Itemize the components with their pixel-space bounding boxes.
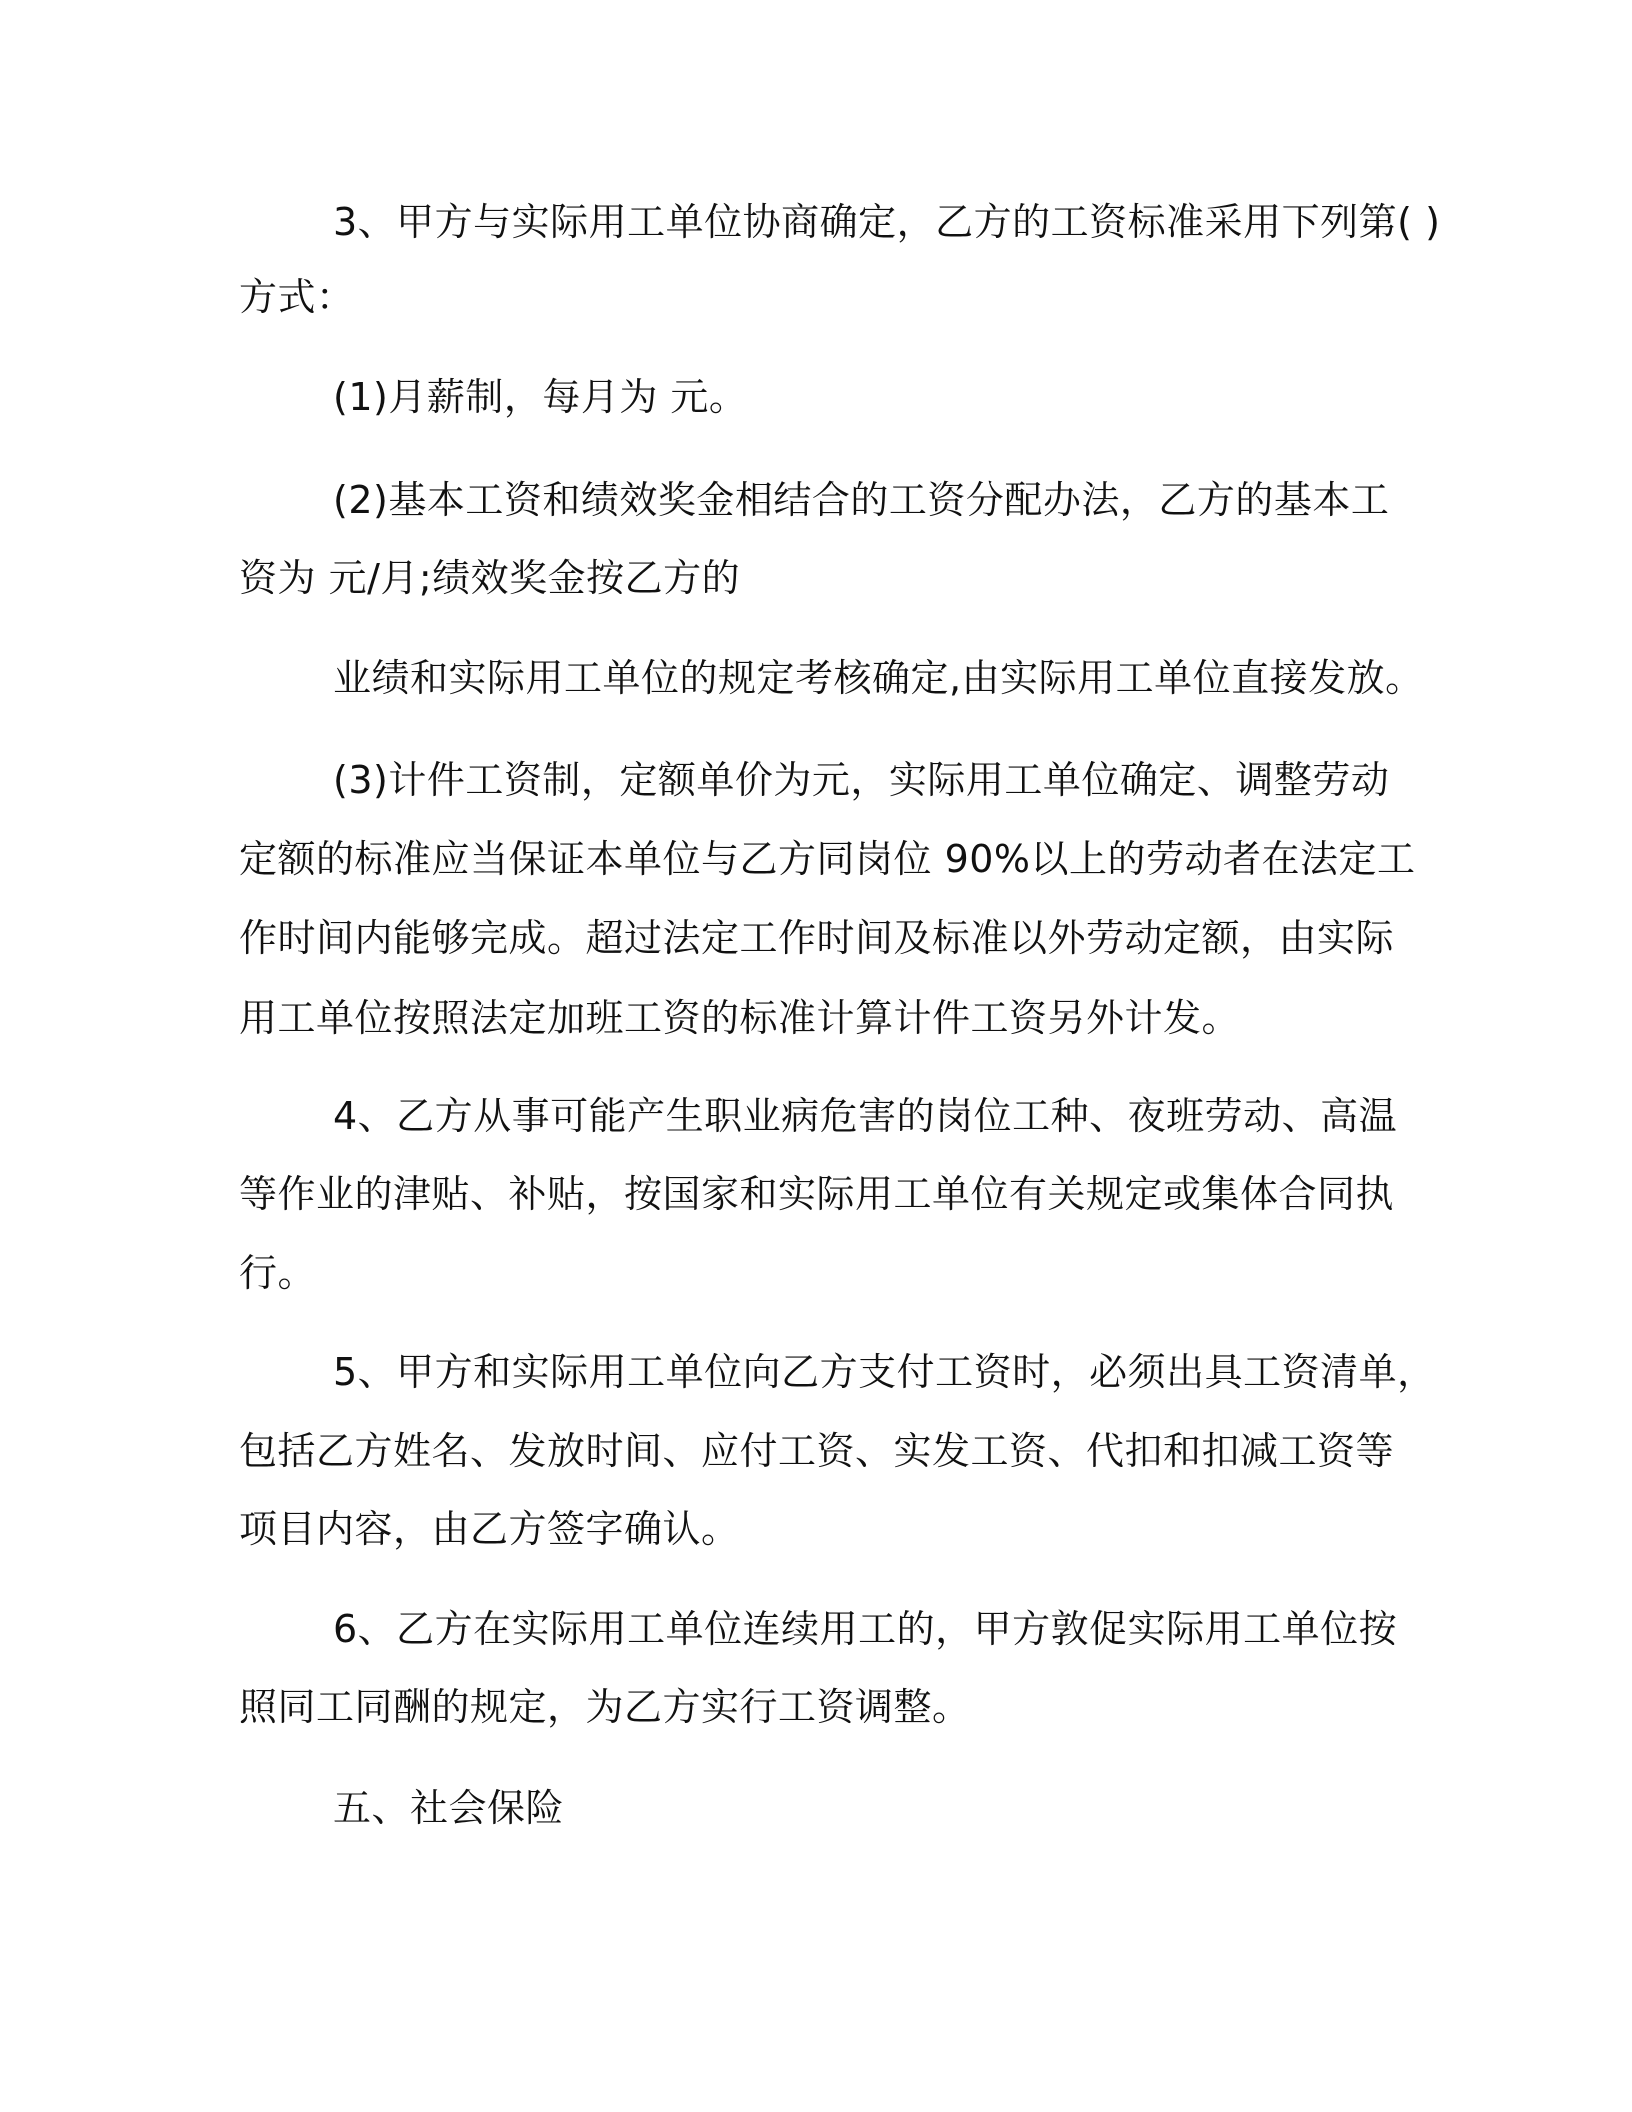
clause-6-line-2: 照同工同酬的规定，为乙方实行工资调整。 (239, 1685, 971, 1729)
clause-3-line-1: 3、甲方与实际用工单位协商确定，乙方的工资标准采用下列第( ) (333, 200, 1441, 244)
clause-4-line-2: 等作业的津贴、补贴，按国家和实际用工单位有关规定或集体合同执 (239, 1172, 1395, 1216)
option-3-line-1: (3)计件工资制，定额单价为元，实际用工单位确定、调整劳动 (333, 758, 1390, 802)
clause-3-line-2: 方式： (239, 275, 355, 319)
clause-5-line-2: 包括乙方姓名、发放时间、应付工资、实发工资、代扣和扣减工资等 (239, 1429, 1395, 1473)
option-3-line-4: 用工单位按照法定加班工资的标准计算计件工资另外计发。 (239, 996, 1241, 1040)
clause-5-line-1: 5、甲方和实际用工单位向乙方支付工资时，必须出具工资清单， (333, 1350, 1436, 1394)
option-2-line-2: 资为 元/月;绩效奖金按乙方的 (239, 556, 741, 600)
clause-6-line-1: 6、乙方在实际用工单位连续用工的，甲方敦促实际用工单位按 (333, 1607, 1398, 1651)
option-1-line: (1)月薪制，每月为 元。 (333, 375, 748, 419)
clause-5-line-3: 项目内容，由乙方签字确认。 (239, 1507, 740, 1551)
option-3-line-2: 定额的标准应当保证本单位与乙方同岗位 90%以上的劳动者在法定工 (239, 837, 1416, 881)
option-2-line-3: 业绩和实际用工单位的规定考核确定,由实际用工单位直接发放。 (333, 656, 1424, 700)
clause-4-line-3: 行。 (239, 1251, 317, 1295)
clause-4-line-1: 4、乙方从事可能产生职业病危害的岗位工种、夜班劳动、高温 (333, 1094, 1398, 1138)
option-3-line-3: 作时间内能够完成。超过法定工作时间及标准以外劳动定额，由实际 (239, 916, 1395, 960)
option-2-line-1: (2)基本工资和绩效奖金相结合的工资分配办法，乙方的基本工 (333, 478, 1390, 522)
section-heading-social-insurance: 五、社会保险 (333, 1786, 565, 1830)
